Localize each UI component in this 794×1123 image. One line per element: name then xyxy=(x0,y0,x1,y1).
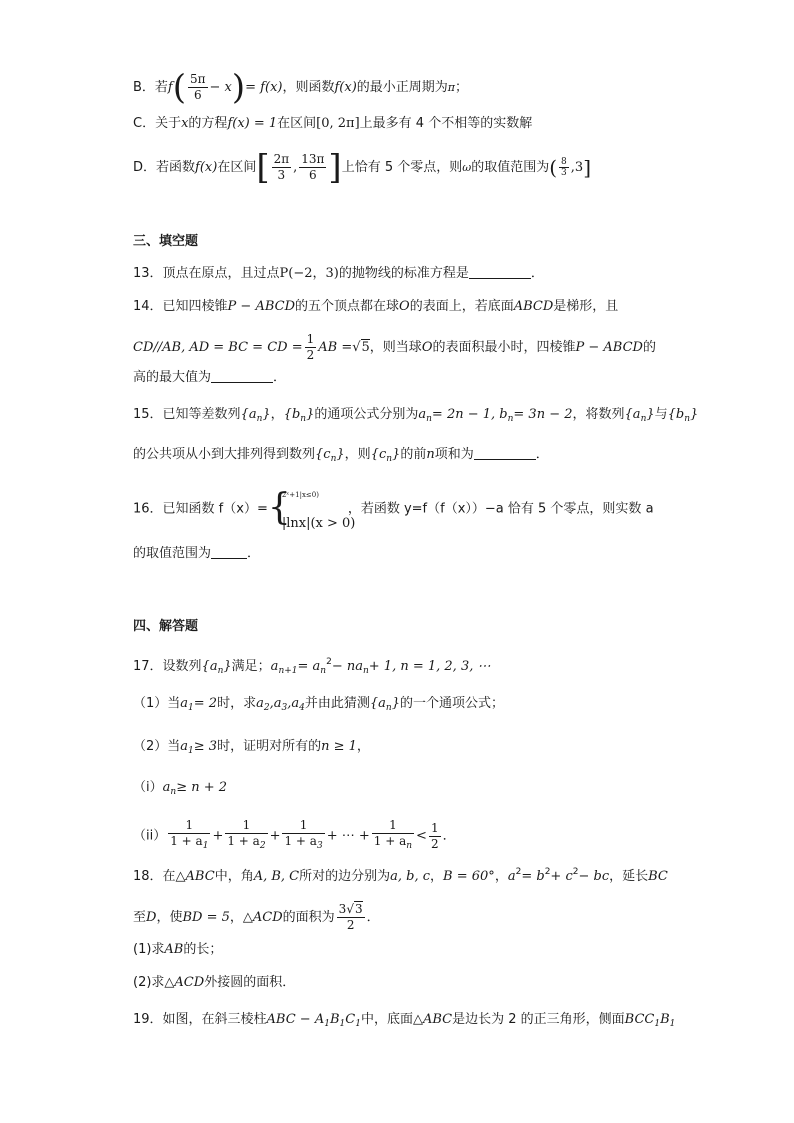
option-d: D．若函数f(x)在区间[ $\frac{2\pi}{3}$ , $\frac{13\pi}{6}$ ]上恰有 5 个零点，则ω的取值范围为( $\frac{8}{3}$ ,3] xyxy=(133,147,591,188)
answer-blank-13[interactable] xyxy=(469,277,531,279)
question-17-line-1: 17．设数列$\{a_n\}$满足；$a_{n+1}= a_n^2- na_n+ 1$, n = 1, 2, 3, ⋯ xyxy=(133,657,491,676)
question-18-line-2: 至D，使BD = 5，△ACD的面积为 $\frac{3√3}{2}$ ． xyxy=(133,902,380,932)
section-title-fill-in: 三、填空题 xyxy=(133,234,199,249)
option-b: B．若f( $\frac{5\pi}{6}$ − x)= f(x)，则函数f(x)的最小正周期为π； xyxy=(133,67,469,108)
fraction-5pi-6: $\frac{5\pi}{6}$ xyxy=(190,72,206,102)
answer-blank-16[interactable] xyxy=(211,557,247,559)
question-14-line-3: 高的最大值为 ． xyxy=(133,370,287,385)
question-18-part-2: (2)求△ACD外接圆的面积． xyxy=(133,975,296,990)
question-16-line-2: 的取值范围为 ． xyxy=(133,546,261,561)
question-15-line-1: 15．已知等差数列$\{a_n\}$，$\{b_n\}$的通项公式分别为$a_n= 2n - 1$, $b_n= 3n - 2$，将数列$\{a_n\}$与$\{b_n\}$ xyxy=(133,407,699,424)
question-18-part-1: (1)求AB的长； xyxy=(133,942,223,957)
question-14-line-2: CD//AB, AD = BC = CD = $\frac{1}{2}$ AB =√5，则当球O的表面积最小时，四棱锥P − ABCD的 xyxy=(133,332,656,362)
question-13: 13．顶点在原点，且过点P(−2，3)的抛物线的标准方程是 ． xyxy=(133,266,544,281)
section-title-answers: 四、解答题 xyxy=(133,619,199,634)
question-18-line-1: 18．在△ABC中，角A, B, C所对的边分别为a, b, c，B = 60°，$a^2= b^2+ c^2-$ bc，延长BC xyxy=(133,867,668,884)
piecewise-function: { 2ˣ+1|x≤0) |lnx|(x > 0) xyxy=(267,487,356,531)
question-14-line-1: 14．已知四棱锥P − ABCD的五个顶点都在球O的表面上，若底面ABCD是梯形，且 xyxy=(133,299,619,314)
question-17-part-i: $(i)a_n\ge n + 2$ xyxy=(133,780,228,797)
question-19-line-1: 19．如图，在斜三棱柱ABC − $A_1B_1C_1$中，底面△ABC是边长为 2 的正三角形，侧面$BCC_1B_1$ xyxy=(133,1012,676,1029)
question-17-part-1: （1）当$a_1= 2$时，求$a_2,a_3,a_4$并由此猜测$\{a_n\}$的一个通项公式； xyxy=(133,696,505,713)
answer-blank-15[interactable] xyxy=(474,458,536,460)
option-c: C．关于x的方程f(x) = 1在区间[0, 2π]上最多有 4 个不相等的实数解 xyxy=(133,116,533,131)
question-17-part-ii: （ii） $\frac{1}{1 + a_1}$ + $\frac{1}{1 + a_2}$ + $\frac{1}{1 + a_3}$ + ⋯ + $\frac{1}{1 + a_n}$ < $\frac{1}{2}$ ． xyxy=(133,818,456,851)
question-15-line-2: 的公共项从小到大排列得到数列$\{c_n\}$，则$\{c_n\}$的前n项和为 ． xyxy=(133,447,549,464)
question-16-line-1: 16．已知函数 f（x）= { 2ˣ+1|x≤0) |lnx|(x > 0) ，若函数 y=f（f（x））−a 恰有 5 个零点，则实数 a xyxy=(133,487,654,531)
question-17-part-2: （2）当$a_1\ge 3$时，证明对所有的n ≥ 1， xyxy=(133,739,370,756)
answer-blank-14[interactable] xyxy=(211,381,273,383)
